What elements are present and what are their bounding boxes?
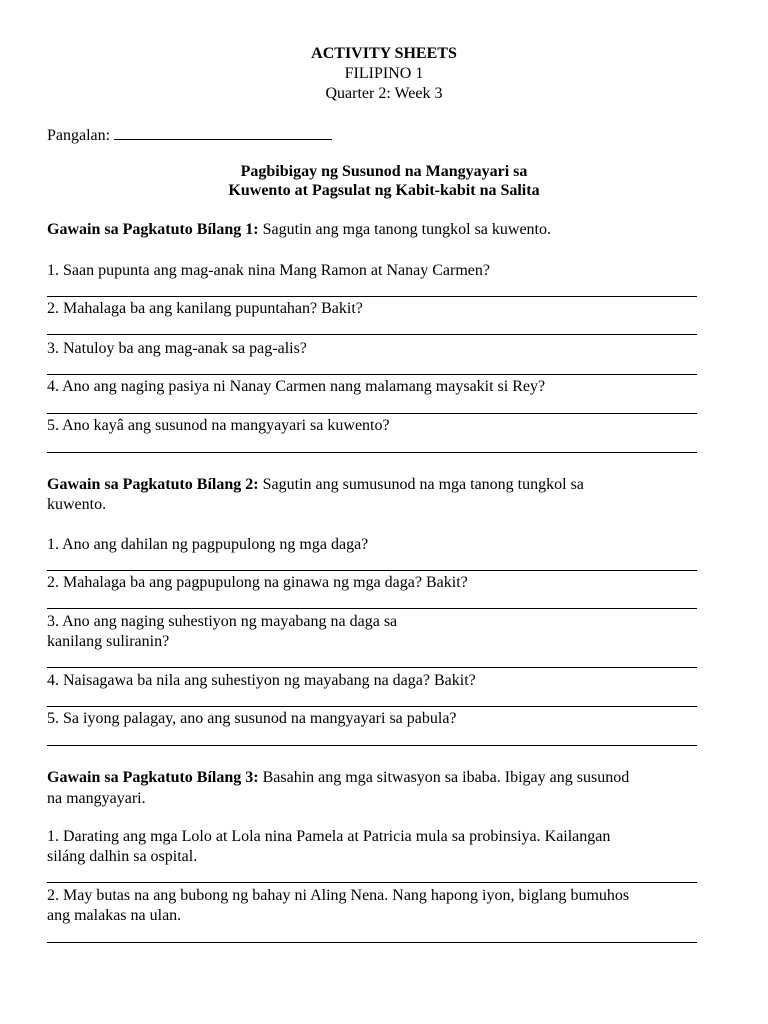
activity-2-question: 2. Mahalaga ba ang pagpupulong na ginawa ng mga daga? Bakit? <box>47 574 468 591</box>
activity-2-question-cont: kanilang suliranin? <box>47 633 170 650</box>
sheet-title: ACTIVITY SHEETS <box>311 45 457 62</box>
answer-line[interactable] <box>47 452 697 453</box>
activity-3-header <box>47 768 629 788</box>
activity-3-situation: 2. May butas na ang bubong ng bahay ni Aling Nena. Nang hapong iyon, biglang bumuhos <box>47 887 630 904</box>
answer-line[interactable] <box>47 334 697 335</box>
activity-3-situation-cont: siláng dalhin sa ospital. <box>47 848 198 865</box>
activity-1-question: 2. Mahalaga ba ang kanilang pupuntahan? Bakit? <box>47 300 363 317</box>
name-field[interactable] <box>47 124 332 146</box>
activity-1-instruction: Sagutin ang mga tanong tungkol sa kuwento. <box>262 221 551 238</box>
activity-2-question: 3. Ano ang naging suhestiyon ng mayabang na daga sa <box>47 613 398 630</box>
activity-1-header <box>47 220 551 240</box>
answer-line[interactable] <box>47 882 697 883</box>
activity-2-question: 4. Naisagawa ba nila ang suhestiyon ng mayabang na daga? Bakit? <box>47 672 476 689</box>
answer-line[interactable] <box>47 706 697 707</box>
activity-1-question: 4. Ano ang naging pasiya ni Nanay Carmen nang malamang maysakit si Rey? <box>47 378 546 395</box>
lesson-title-line-1: Pagbibigay ng Susunod na Mangyayari sa <box>240 163 528 180</box>
answer-line[interactable] <box>47 374 697 375</box>
name-label: Pangalan: <box>47 127 111 144</box>
name-blank-line[interactable] <box>114 124 332 140</box>
activity-3-situation: 1. Darating ang mga Lolo at Lola nina Pamela at Patricia mula sa probinsiya. Kailangan <box>47 828 611 845</box>
activity-3-instruction-cont: na mangyayari. <box>47 790 146 807</box>
activity-1-question: 3. Natuloy ba ang mag-anak sa pag-alis? <box>47 340 307 357</box>
answer-line[interactable] <box>47 413 697 414</box>
answer-line[interactable] <box>47 608 697 609</box>
activity-2-question: 1. Ano ang dahilan ng pagpupulong ng mga daga? <box>47 536 369 553</box>
lesson-title-line-2: Kuwento at Pagsulat ng Kabit-kabit na Salita <box>228 182 540 199</box>
activity-1-question: 1. Saan pupunta ang mag-anak nina Mang Ramon at Nanay Carmen? <box>47 262 490 279</box>
activity-3-situation-cont: ang malakas na ulan. <box>47 907 182 924</box>
activity-2-heading: Gawain sa Pagkatuto Bílang 2: <box>47 476 259 493</box>
answer-line[interactable] <box>47 942 697 943</box>
answer-line[interactable] <box>47 570 697 571</box>
answer-line[interactable] <box>47 667 697 668</box>
activity-2-instruction-cont: kuwento. <box>47 496 107 513</box>
activity-2-header <box>47 475 584 495</box>
activity-2-question: 5. Sa iyong palagay, ano ang susunod na mangyayari sa pabula? <box>47 710 457 727</box>
activity-1-heading: Gawain sa Pagkatuto Bílang 1: <box>47 221 259 238</box>
answer-line[interactable] <box>47 745 697 746</box>
activity-3-instruction: Basahin ang mga sitwasyon sa ibaba. Ibigay ang susunod <box>262 769 630 786</box>
activity-2-instruction: Sagutin ang sumusunod na mga tanong tungkol sa <box>262 476 584 493</box>
quarter-label: Quarter 2: Week 3 <box>325 85 443 102</box>
subject-label: FILIPINO 1 <box>344 65 424 82</box>
activity-1-question: 5. Ano kayâ ang susunod na mangyayari sa kuwento? <box>47 417 390 434</box>
answer-line[interactable] <box>47 296 697 297</box>
activity-3-heading: Gawain sa Pagkatuto Bílang 3: <box>47 769 259 786</box>
